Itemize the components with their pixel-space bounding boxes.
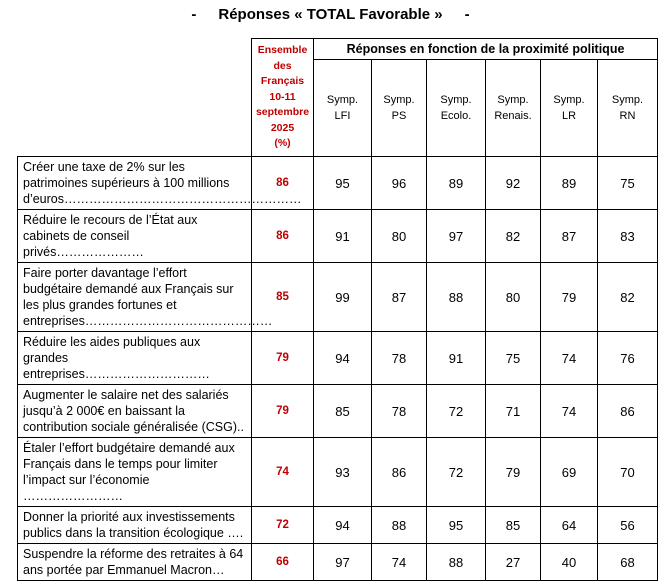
- cell-value: 75: [486, 332, 541, 385]
- cell-value: 87: [372, 263, 427, 332]
- ensemble-value: 66: [252, 544, 314, 581]
- row-label: Faire porter davantage l’effort budgétaire demandé aux Français sur les plus grandes fortunes et entreprises………………………………………: [18, 263, 252, 332]
- header-ensemble: Ensemble des Français 10-11 septembre 2025 (%): [252, 39, 314, 157]
- cell-value: 91: [314, 210, 372, 263]
- cell-value: 74: [541, 332, 598, 385]
- cell-value: 88: [427, 263, 486, 332]
- cell-value: 93: [314, 438, 372, 507]
- row-label: Créer une taxe de 2% sur les patrimoines supérieurs à 100 millions d’euros…………………………………………………: [18, 157, 252, 210]
- cell-value: 69: [541, 438, 598, 507]
- ensemble-value: 72: [252, 507, 314, 544]
- cell-value: 94: [314, 507, 372, 544]
- cell-value: 82: [486, 210, 541, 263]
- results-table: [17, 38, 658, 581]
- ensemble-value: 86: [252, 157, 314, 210]
- cell-value: 85: [314, 385, 372, 438]
- cell-value: 78: [372, 332, 427, 385]
- cell-value: 86: [372, 438, 427, 507]
- cell-value: 96: [372, 157, 427, 210]
- cell-value: 92: [486, 157, 541, 210]
- header-group-proximite: Réponses en fonction de la proximité politique: [314, 39, 658, 60]
- cell-value: 82: [598, 263, 658, 332]
- cell-value: 95: [314, 157, 372, 210]
- cell-value: 71: [486, 385, 541, 438]
- row-label: Étaler l’effort budgétaire demandé aux Français dans le temps pour limiter l’impact sur l’économie ……………………: [18, 438, 252, 507]
- row-label: Augmenter le salaire net des salariés jusqu’à 2 000€ en baissant la contribution sociale généralisée (CSG)..: [18, 385, 252, 438]
- ensemble-value: 79: [252, 332, 314, 385]
- cell-value: 86: [598, 385, 658, 438]
- cell-value: 95: [427, 507, 486, 544]
- column-header-ecolo: Symp. Ecolo.: [427, 60, 486, 157]
- cell-value: 91: [427, 332, 486, 385]
- cell-value: 56: [598, 507, 658, 544]
- cell-value: 70: [598, 438, 658, 507]
- cell-value: 74: [372, 544, 427, 581]
- column-header-ps: Symp. PS: [372, 60, 427, 157]
- cell-value: 72: [427, 438, 486, 507]
- cell-value: 79: [486, 438, 541, 507]
- title-text: Réponses « TOTAL Favorable »: [218, 6, 443, 23]
- table-row: [18, 332, 658, 385]
- table-row: [18, 544, 658, 581]
- cell-value: 79: [541, 263, 598, 332]
- cell-value: 83: [598, 210, 658, 263]
- row-label: Réduire le recours de l’État aux cabinets de conseil privés…………………: [18, 210, 252, 263]
- column-header-rn: Symp. RN: [598, 60, 658, 157]
- header-blank-cell: [18, 39, 252, 157]
- cell-value: 40: [541, 544, 598, 581]
- table-row: [18, 438, 658, 507]
- cell-value: 68: [598, 544, 658, 581]
- cell-value: 88: [372, 507, 427, 544]
- page-title: [0, 6, 661, 23]
- cell-value: 99: [314, 263, 372, 332]
- cell-value: 97: [314, 544, 372, 581]
- table-row: [18, 263, 658, 332]
- row-label: Réduire les aides publiques aux grandes entreprises…………………………: [18, 332, 252, 385]
- cell-value: 64: [541, 507, 598, 544]
- ensemble-value: 86: [252, 210, 314, 263]
- cell-value: 80: [486, 263, 541, 332]
- ensemble-value: 85: [252, 263, 314, 332]
- column-header-renais: Symp. Renais.: [486, 60, 541, 157]
- ensemble-value: 79: [252, 385, 314, 438]
- table-row: [18, 507, 658, 544]
- cell-value: 76: [598, 332, 658, 385]
- cell-value: 94: [314, 332, 372, 385]
- cell-value: 89: [427, 157, 486, 210]
- cell-value: 75: [598, 157, 658, 210]
- column-header-lr: Symp. LR: [541, 60, 598, 157]
- title-dash-left: -: [191, 6, 197, 23]
- row-label: Suspendre la réforme des retraites à 64 ans portée par Emmanuel Macron…: [18, 544, 252, 581]
- cell-value: 72: [427, 385, 486, 438]
- cell-value: 74: [541, 385, 598, 438]
- cell-value: 97: [427, 210, 486, 263]
- table-row: [18, 385, 658, 438]
- cell-value: 85: [486, 507, 541, 544]
- table-row: [18, 157, 658, 210]
- cell-value: 89: [541, 157, 598, 210]
- row-label: Donner la priorité aux investissements publics dans la transition écologique ….: [18, 507, 252, 544]
- cell-value: 80: [372, 210, 427, 263]
- ensemble-value: 74: [252, 438, 314, 507]
- cell-value: 27: [486, 544, 541, 581]
- cell-value: 78: [372, 385, 427, 438]
- cell-value: 88: [427, 544, 486, 581]
- cell-value: 87: [541, 210, 598, 263]
- table-body: [18, 157, 658, 581]
- column-header-lfi: Symp. LFI: [314, 60, 372, 157]
- title-dash-right: -: [464, 6, 470, 23]
- table-row: [18, 210, 658, 263]
